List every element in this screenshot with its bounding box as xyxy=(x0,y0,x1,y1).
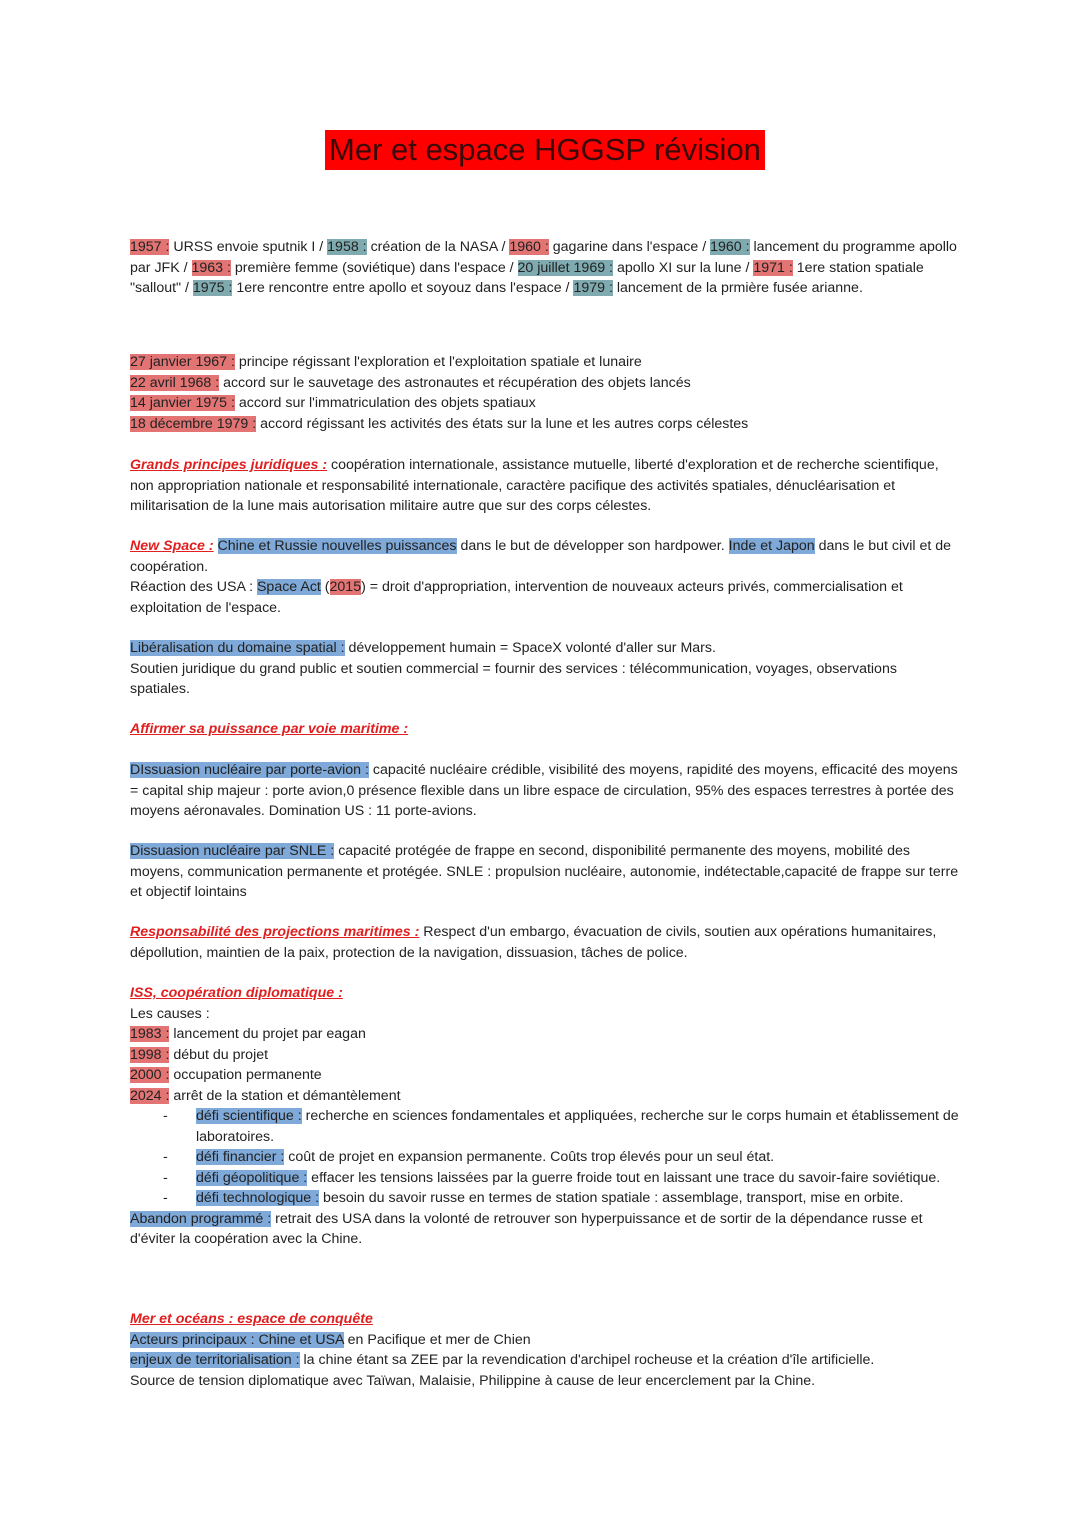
iss-causes-label: Les causes : xyxy=(130,1005,210,1022)
date-highlight: 1960 : xyxy=(710,239,750,255)
abandon-paragraph xyxy=(130,1209,960,1250)
list-item xyxy=(130,1168,960,1189)
timeline-text: 1ere station spatiale "sallout" / xyxy=(130,259,924,296)
date-highlight: 1958 : xyxy=(327,239,367,255)
section-heading: Affirmer sa puissance par voie maritime : xyxy=(130,721,409,737)
treaties-list xyxy=(130,352,960,434)
paragraph-text: coopération internationale, assistance mutuelle, liberté d'exploration et de recherche scientifique, non appropriation nationale et responsabilité internationale, caractère pacifique des activités spatiales, dénucléarisation et militarisation de la lune mais autorisation militaire autre que sur des corps célestes. xyxy=(130,457,939,514)
iss-date-text: arrêt de la station et démantèlement xyxy=(169,1087,401,1104)
defis-list xyxy=(130,1106,960,1209)
paragraph-text: Soutien juridique du grand public et soutien commercial = fournir des services : télécommunication, voyages, observations spatiales. xyxy=(130,660,897,697)
porteavion-paragraph xyxy=(130,760,960,822)
paragraph-text: Source de tension diplomatique avec Taïwan, Malaisie, Philippine à cause de leur encerclement par la Chine. xyxy=(130,1372,816,1389)
term-highlight: Chine et Russie nouvelles puissances xyxy=(217,538,457,554)
defi-label: défi technologique : xyxy=(196,1190,320,1206)
treaty-text: accord sur l'immatriculation des objets spatiaux xyxy=(234,395,536,411)
newspace-paragraph xyxy=(130,536,960,618)
paragraph-text: dans le but civil et de coopération. xyxy=(130,538,952,575)
date-highlight: 2015 xyxy=(329,579,362,595)
paragraph-text: retrait des USA dans la volonté de retrouver son hyperpuissance et de sortir de la dépendance russe et d'éviter la coopération avec la Chine. xyxy=(130,1210,923,1247)
section-heading: Responsabilité des projections maritimes : xyxy=(130,924,420,940)
paragraph-text: ( xyxy=(320,579,330,595)
liberalisation-paragraph xyxy=(130,638,960,700)
mer-section xyxy=(130,1309,960,1391)
term-highlight: Abandon programmé : xyxy=(130,1210,272,1227)
treaty-text: accord régissant les activités des états sur la lune et les autres corps célestes xyxy=(256,415,749,432)
timeline-text: première femme (soviétique) dans l'espace / xyxy=(230,259,518,276)
timeline-text: lancement du programme apollo par JFK / xyxy=(130,239,957,276)
term-highlight: Dissuasion nucléaire par SNLE : xyxy=(130,843,335,859)
treaty-text: principe régissant l'exploration et l'exploitation spatiale et lunaire xyxy=(234,354,642,370)
treaty-item xyxy=(130,373,960,394)
timeline-text: apollo XI sur la lune / xyxy=(613,259,754,276)
section-heading: Grands principes juridiques : xyxy=(130,457,328,473)
defi-text: besoin du savoir russe en termes de station spatiale : assemblage, transport, mise en orbite. xyxy=(319,1190,904,1206)
treaty-date: 18 décembre 1979 : xyxy=(130,415,257,432)
term-highlight: Libéralisation du domaine spatial : xyxy=(130,640,345,656)
date-highlight: 1971 : xyxy=(753,259,793,276)
iss-date-item xyxy=(130,1086,960,1107)
iss-date: 1998 : xyxy=(130,1046,170,1063)
treaty-item xyxy=(130,414,960,435)
iss-date: 2000 : xyxy=(130,1067,170,1083)
paragraph-text: Réaction des USA : xyxy=(130,579,257,595)
paragraph-text: capacité nucléaire crédible, visibilité des moyens, rapidité des moyens, efficacité des moyens = capital ship majeur : porte avion,0 présence flexible dans un libre espace de circulation, 95% des espaces terrestres à portée des moyens aéronavales. Domination US : 11 porte-avions. xyxy=(130,762,958,819)
timeline-text: 1ere rencontre entre apollo et soyouz dans l'espace / xyxy=(232,280,574,296)
treaty-date: 27 janvier 1967 : xyxy=(130,354,235,370)
date-highlight: 1975 : xyxy=(192,280,233,296)
treaty-date: 14 janvier 1975 : xyxy=(130,395,235,411)
timeline-text: gagarine dans l'espace / xyxy=(548,239,711,255)
defi-label: défi financier : xyxy=(196,1149,285,1165)
defi-label: défi géopolitique : xyxy=(196,1169,308,1186)
term-highlight: enjeux de territorialisation : xyxy=(130,1352,300,1368)
date-highlight: 1979 : xyxy=(573,280,613,296)
iss-date-item xyxy=(130,1045,960,1066)
defi-text: effacer les tensions laissées par la guerre froide tout en laissant une trace du savoir-faire soviétique. xyxy=(307,1169,941,1186)
timeline-text: URSS envoie sputnik I / xyxy=(169,239,328,255)
paragraph-text: Respect d'un embargo, évacuation de civils, soutien aux opérations humanitaires, dépollution, maintien de la paix, protection de la navigation, dissuasion, tâches de police. xyxy=(130,924,937,961)
responsabilite-paragraph xyxy=(130,922,960,963)
defi-label: défi scientifique : xyxy=(196,1108,302,1124)
defi-text: coût de projet en expansion permanente. Coûts trop élevés pour un seul état. xyxy=(284,1149,775,1165)
list-item xyxy=(130,1188,960,1209)
page-title: Mer et espace HGGSP révision xyxy=(325,130,765,170)
treaty-item xyxy=(130,393,960,414)
list-item xyxy=(130,1147,960,1168)
timeline-text: création de la NASA / xyxy=(366,239,510,255)
treaty-date: 22 avril 1968 : xyxy=(130,374,220,391)
term-highlight: Inde et Japon xyxy=(728,538,815,554)
date-highlight: 20 juillet 1969 : xyxy=(517,259,613,276)
timeline-text: lancement de la prmière fusée arianne. xyxy=(612,280,863,296)
snle-paragraph xyxy=(130,841,960,903)
iss-section xyxy=(130,983,960,1250)
iss-date-text: début du projet xyxy=(169,1046,269,1063)
paragraph-text: ) = droit d'appropriation, intervention de nouveaux acteurs privés, commercialisation et exploitation de l'espace. xyxy=(130,579,903,616)
treaty-text: accord sur le sauvetage des astronautes et récupération des objets lancés xyxy=(219,374,691,391)
section-heading: Mer et océans : espace de conquête xyxy=(130,1311,373,1327)
section-heading: ISS, coopération diplomatique : xyxy=(130,985,343,1001)
date-highlight: 1963 : xyxy=(191,259,231,276)
iss-date-text: lancement du projet par eagan xyxy=(169,1026,366,1042)
paragraph-text: dans le but de développer son hardpower. xyxy=(456,538,729,554)
paragraph-text: la chine étant sa ZEE par la revendication d'archipel rocheuse et la création d'île artificielle. xyxy=(299,1352,875,1368)
timeline-paragraph xyxy=(130,237,960,299)
iss-date: 1983 : xyxy=(130,1026,170,1042)
date-highlight: 1960 : xyxy=(509,239,549,255)
iss-date: 2024 : xyxy=(130,1087,170,1104)
treaty-item xyxy=(130,352,960,373)
paragraph-text: développement humain = SpaceX volonté d'aller sur Mars. xyxy=(344,640,716,656)
paragraph-text: en Pacifique et mer de Chien xyxy=(343,1331,531,1348)
term-highlight: Acteurs principaux : Chine et USA xyxy=(130,1331,344,1348)
section-heading: New Space : xyxy=(130,538,214,554)
title-wrap xyxy=(130,130,960,170)
affirmer-heading-block xyxy=(130,719,960,740)
principes-paragraph xyxy=(130,455,960,517)
defi-text: recherche en sciences fondamentales et appliquées, recherche sur le corps humain et établissement de laboratoires. xyxy=(196,1108,959,1145)
date-highlight: 1957 : xyxy=(130,239,170,255)
iss-date-text: occupation permanente xyxy=(169,1067,322,1083)
iss-date-item xyxy=(130,1065,960,1086)
paragraph-text: capacité protégée de frappe en second, disponibilité permanente des moyens, mobilité des moyens, communication permanente et protégée. SNLE : propulsion nucléaire, autonomie, indétectable,capacité de frappe sur terre et objectif lointains xyxy=(130,843,959,900)
term-highlight: Space Act xyxy=(256,579,321,595)
iss-date-item xyxy=(130,1024,960,1045)
list-item xyxy=(130,1106,960,1147)
term-highlight: DIssuasion nucléaire par porte-avion : xyxy=(130,762,369,778)
